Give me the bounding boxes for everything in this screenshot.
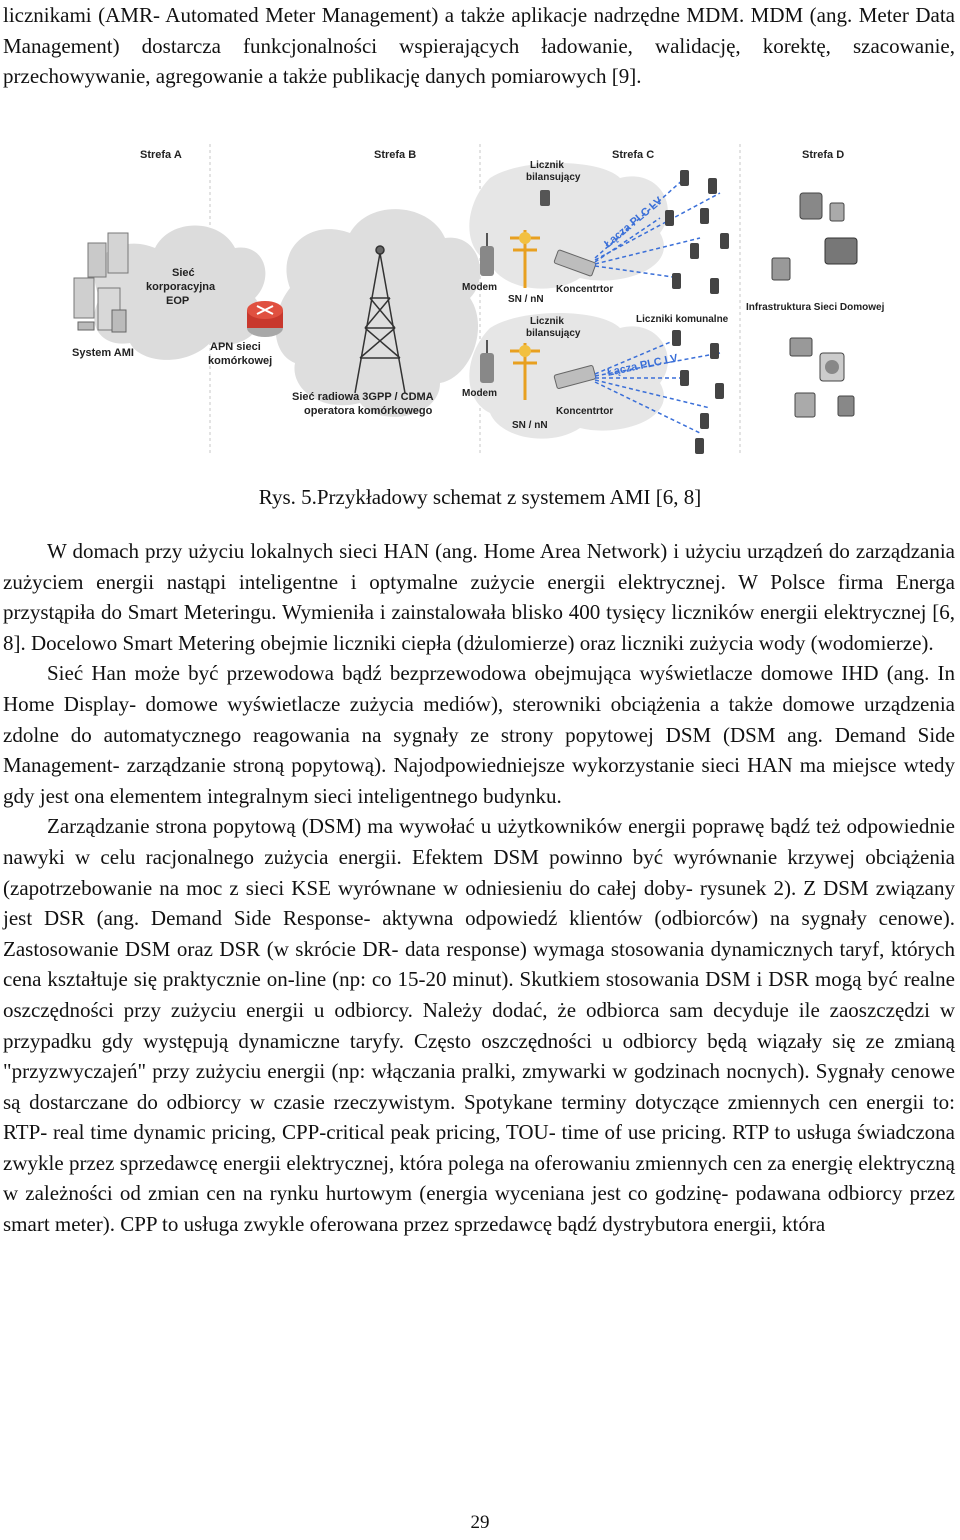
paragraph-han-network: Sieć Han może być przewodowa bądź bezprzewodowa obejmująca wyświetlacze domowe IHD (ang. In Home Display- domowe wyświetlacze zużycia mediów), sterowniki obciążenia a także domowe urządzenia zdolne do automatycznego reagowania na sygnały ze strony popytowej DSM (DSM ang. Demand Side Management- zarządzanie stroną popytową). Najodpowiedniejsze wykorzystanie sieci HAN ma miejsce wtedy gdy jest ona elementem integralnym sieci inteligentnego budynku. (3, 661, 955, 808)
meter-top-line-2: bilansujący (526, 172, 581, 183)
plc-top-label: Łącza PLC LV (602, 194, 666, 251)
sn-bottom-label: SN / nN (512, 420, 548, 431)
paragraph-han: W domach przy użyciu lokalnych sieci HAN (ang. Home Area Network) i użyciu urządzeń do zarządzania zużyciem energii nastąpi inteligentne i optymalne zużycie energii elektrycznej. W Polsce firma Energa przystąpiła do Smart Meteringu. Wymieniła i zainstalowała blisko 400 tysięcy liczników energii elektrycznej [6, 8]. Docelowo Smart Metering obejmie liczniki ciepła (dżulomierze) oraz liczniki zużycia wody (wodomierze). (3, 539, 955, 655)
radio-network-line-1: Sieć radiowa 3GPP / CDMA (292, 391, 434, 403)
corp-network-line-1: Sieć (172, 267, 195, 279)
system-ami-label: System AMI (72, 347, 134, 359)
apn-label-line-1: APN sieci (210, 341, 261, 353)
apn-router-icon (247, 301, 283, 337)
corp-network-line-2: korporacyjna (146, 281, 216, 293)
concentrator-bottom-label: Koncentrtor (556, 406, 614, 417)
paragraph-text: licznikami (AMR- Automated Meter Management) a także aplikacje nadrzędne MDM. MDM (ang. Meter Data Management) dostarcza funkcjonalności wspierających ładowanie, walidację, korektę, szacowanie, przechowywanie, agregowanie a także publikację danych pomiarowych [9]. (3, 3, 955, 89)
utility-meter-icons (665, 170, 729, 454)
zone-b-label: Strefa B (374, 149, 417, 161)
apn-label-line-2: komórkowej (208, 355, 273, 367)
corp-network-line-3: EOP (166, 295, 190, 307)
concentrator-top-label: Koncentrtor (556, 284, 614, 295)
zone-d-label: Strefa D (802, 149, 845, 161)
meter-bottom-line-1: Licznik (530, 316, 564, 327)
ami-diagram (60, 138, 900, 460)
utility-meters-label: Liczniki komunalne (636, 314, 729, 325)
zone-a-label: Strefa A (140, 149, 182, 161)
home-infrastructure-label: Infrastruktura Sieci Domowej (746, 302, 885, 313)
modem-top-label: Modem (462, 282, 497, 293)
intro-paragraph (3, 0, 955, 92)
zone-c-label: Strefa C (612, 149, 655, 161)
sn-top-label: SN / nN (508, 294, 544, 305)
radio-network-line-2: operatora komórkowego (304, 405, 433, 417)
meter-top-line-1: Licznik (530, 160, 564, 171)
body-text (3, 536, 955, 1240)
balancing-meter-top-icon (540, 190, 550, 206)
modem-bottom-label: Modem (462, 388, 497, 399)
paragraph-dsm: Zarządzanie strona popytową (DSM) ma wywołać u użytkowników energii poprawę bądź też odpowiednie nawyki w celu racjonalnego zużycia energii. Efektem DSM powinno być wyrównanie krzywej obciążenia (zapotrzebowanie na moc z sieci KSE wyrównane w odniesieniu do całej doby- rysunek 2). Z DSM związany jest DSR (ang. Demand Side Response- aktywna odpowiedź klientów (odbiorców) na sygnały cenowe). Zastosowanie DSM oraz DSR (w skrócie DR- data response) wymaga stosowania dynamicznych taryf, których cena kształtuje się praktycznie on-line (np: co 15-20 minut). Skutkiem stosowania DSM i DSR mogą być realne oszczędności przy zużyciu energii u odbiorcy. Należy dodać, że odbiorca sam decyduje ile zaoszczędzi w przypadku gdy występują dynamiczne taryfy. Często oszczędności u odbiorcy będą wiązały się ze zmianą "przyzwyczajeń" przy zużyciu energii (np: włączania pralki, zmywarki w godzinach nocnych). Sygnały cenowe są dostarczane do odbiorcy w czasie rzeczywistym. Spotykane terminy dotyczące zmiennych cen energii to: RTP- real time dynamic pricing, CPP-critical peak pricing, TOU- time of use pricing. RTP to usługa świadczona zwykle przez sprzedawcę energii elektrycznej, która polega na oferowaniu zmiennych cen za energię elektryczną w zależności od zmian cen na rynku hurtowym (energia wyceniana jest co godzinę- podawana odbiorcy przez smart meter). CPP to usługa zwykle oferowana przez sprzedawcę bądź dystrybutora energii, która (3, 814, 955, 1237)
figure-caption: Rys. 5.Przykładowy schemat z systemem AMI [6, 8] (258, 485, 702, 509)
meter-bottom-line-2: bilansujący (526, 328, 581, 339)
page-number: 29 (470, 1512, 490, 1533)
plc-bottom-label: Łącza PLC LV (606, 352, 679, 379)
